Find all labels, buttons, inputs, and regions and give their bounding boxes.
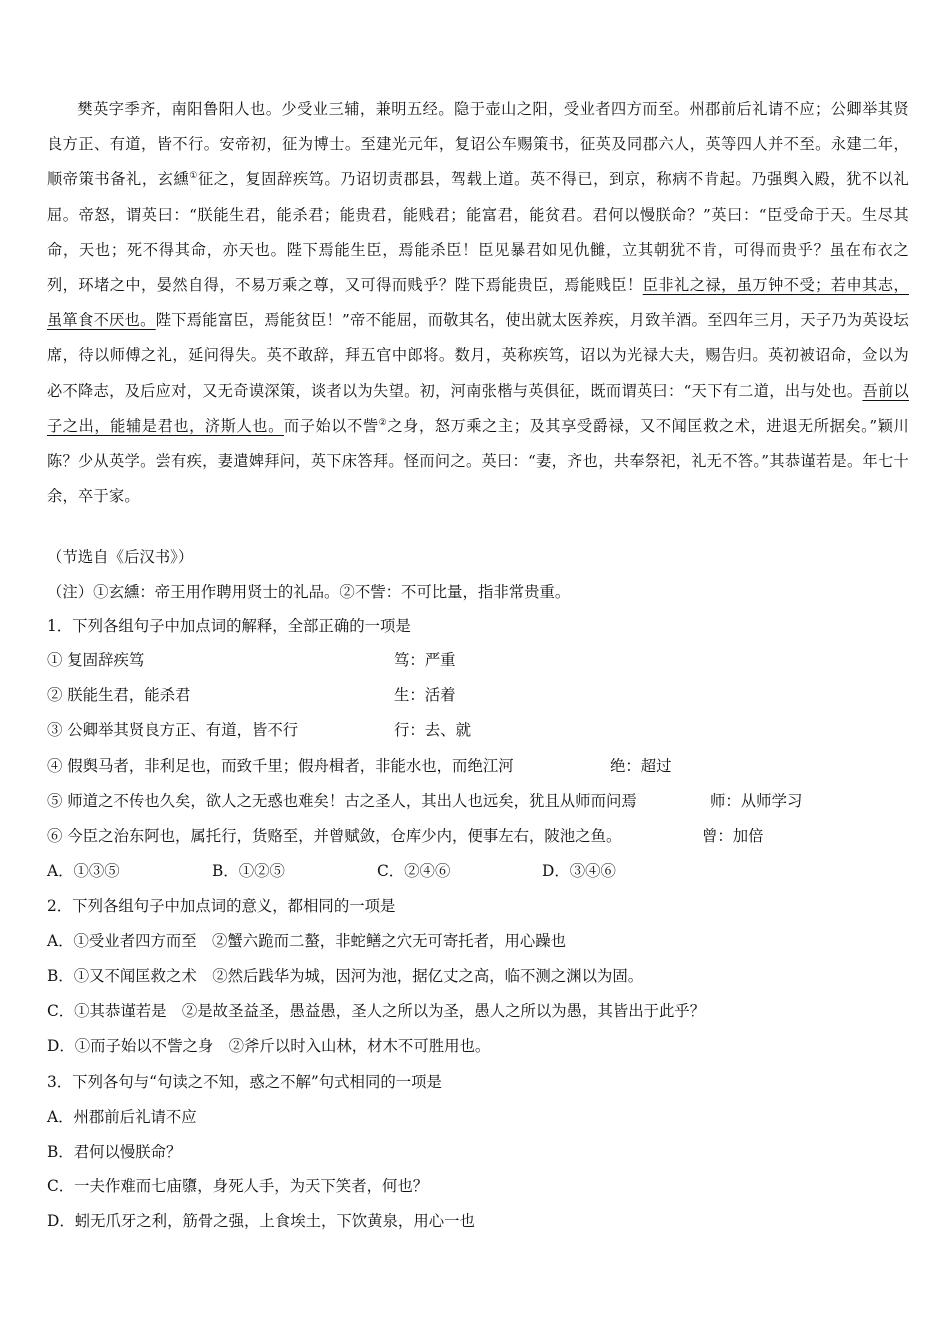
option-c[interactable]: C．一夫作难而七庙隳，身死人手，为天下笑者，何也？: [47, 1177, 429, 1195]
question-1-item: ① 复固辞疾笃 笃：严重: [47, 651, 456, 669]
option-a[interactable]: A．①③⑤: [47, 862, 120, 880]
underlined-sentence: 吾前以子之出，能辅是君也，济斯人也。: [47, 381, 909, 435]
option-b[interactable]: B．君何以慢朕命？: [47, 1143, 182, 1161]
option-d[interactable]: D．蚓无爪牙之利，筋骨之强，上食埃土，下饮黄泉，用心一也: [47, 1212, 475, 1230]
question-1-item: ③ 公卿举其贤良方正、有道，皆不行 行：去、就: [47, 721, 471, 739]
source-citation: （节选自《后汉书》）: [47, 548, 194, 566]
reading-passage: [47, 92, 909, 514]
passage-text: 陛下焉能富臣，焉能贫臣！”帝不能屈，而敬其名，使出就太医养疾，月致羊酒。至四年三月，天子乃为英设坛席，待以师傅之礼，延问得失。英不敢辞，拜五官中郎将。数月，英称疾笃，诏以为光禄大夫，赐告归。英初被诏命，佥以为必不降志，及后应对，又无奇谟深策，谈者以为失望。初，河南张楷与英俱征，既而谓英曰：“天下有二道，出与处也。: [47, 311, 909, 400]
question-1-item: ⑤ 师道之不传也久矣，欲人之无惑也难矣！古之圣人，其出人也远矣，犹且从师而问焉 师：从师学习: [47, 792, 803, 810]
option-d[interactable]: D．①而子始以不訾之身 ②斧斤以时入山林，材木不可胜用也。: [47, 1037, 491, 1055]
underlined-sentence: 臣非礼之禄，虽万钟不受；若申其志，虽箪食不厌也。: [47, 276, 909, 330]
option-a[interactable]: A．州郡前后礼请不应: [47, 1108, 197, 1126]
option-b[interactable]: B．①②⑤: [212, 862, 285, 880]
option-d[interactable]: D．③④⑥: [542, 862, 616, 880]
option-c[interactable]: C．①其恭谨若是 ②是故圣益圣，愚益愚，圣人之所以为圣，愚人之所以为愚，其皆出于此乎？: [47, 1002, 706, 1020]
passage-text: 之身，怒万乘之主；及其享受爵禄，又不闻匡救之术，进退无所据矣。”颖川陈？少从英学。尝有疾，妻遣婢拜问，英下床答拜。怪而问之。英曰：“妻，齐也，共奉祭祀，礼无不答。”其恭谨若是。年七十余，卒于家。: [47, 416, 909, 506]
question-2-stem: 2．下列各组句子中加点词的意义，都相同的一项是: [47, 897, 396, 915]
passage-paragraph: [47, 92, 909, 514]
footnote-marker: ②: [378, 417, 388, 428]
passage-text: 樊英字季齐，南阳鲁阳人也。少受业三辅，兼明五经。隐于壶山之阳，受业者四方而至。州郡前后礼请不应；公卿举其贤良方正、有道，皆不行。安帝初，征为博士。至建光元年，复诏公车赐策书，征英及同郡六人，英等四人并不至。永建二年，顺帝策书备礼，玄纁: [47, 100, 909, 189]
footnote-marker: ①: [189, 171, 198, 182]
question-1-item: ④ 假舆马者，非利足也，而致千里；假舟楫者，非能水也，而绝江河 绝：超过: [47, 757, 672, 775]
passage-text: 征之，复固辞疾笃。乃诏切责郡县，驾载上道。英不得已，到京，称病不肯起。乃强舆入殿，犹不以礼屈。帝怒，谓英曰：“朕能生君，能杀君；能贵君，能贱君；能富君，能贫君。君何以慢朕命？”英曰：“臣受命于天。生尽其命，天也；死不得其命，亦天也。陛下焉能生臣，焉能杀臣！臣见暴君如见仇雠，立其朝犹不肯，可得而贵乎？虽在布衣之列，环堵之中，晏然自得，不易万乘之尊，又可得而贱乎？陛下焉能贵臣，焉能贱臣！: [47, 170, 910, 295]
question-1-item: ② 朕能生君，能杀君 生：活着: [47, 686, 456, 704]
passage-text: 而子始以不訾: [283, 416, 379, 435]
question-1-stem: 1．下列各组句子中加点词的解释，全部正确的一项是: [47, 617, 411, 635]
option-c[interactable]: C．②④⑥: [377, 862, 451, 880]
option-a[interactable]: A．①受业者四方而至 ②蟹六跪而二螯，非蛇鳝之穴无可寄托者，用心躁也: [47, 932, 567, 950]
question-3-stem: 3．下列各句与“句读之不知，惑之不解”句式相同的一项是: [47, 1073, 442, 1091]
option-b[interactable]: B．①又不闻匡救之术 ②然后践华为城，因河为池，据亿丈之高，临不测之渊以为固。: [47, 967, 644, 985]
annotation-note: （注）①玄纁：帝王用作聘用贤士的礼品。②不訾：不可比量，指非常贵重。: [47, 583, 571, 601]
question-1-item: ⑥ 今臣之治东阿也，属托行，货赂至，并曾赋敛，仓库少内，便事左右，陂池之鱼。 曾：加倍: [47, 827, 764, 845]
